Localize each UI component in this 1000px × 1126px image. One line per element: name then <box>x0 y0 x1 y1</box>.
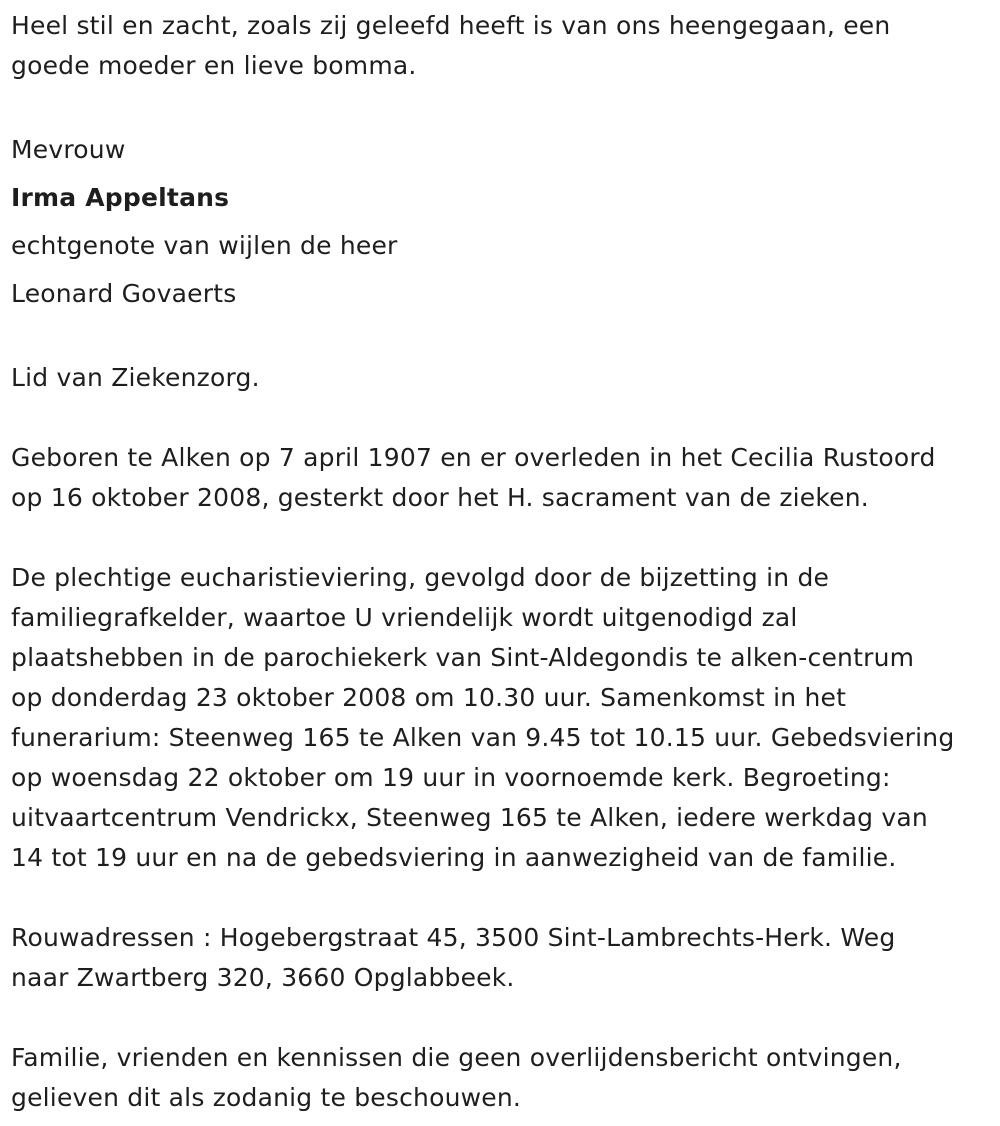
spacer <box>11 318 980 358</box>
spacer <box>11 398 980 438</box>
birth-death-paragraph: Geboren te Alken op 7 april 1907 en er overleden in het Cecilia Rustoord op 16 oktober 2008, gesterkt door het H. sacrament van de zieken. <box>11 443 936 512</box>
membership-paragraph: Lid van Ziekenzorg. <box>11 363 260 392</box>
spacer <box>11 86 980 126</box>
spacer <box>11 998 980 1038</box>
closing-paragraph: Familie, vrienden en kennissen die geen overlijdensbericht ontvingen, gelieven dit als zodanig te beschouwen. <box>11 1043 902 1112</box>
spacer <box>11 878 980 918</box>
ceremony-paragraph: De plechtige eucharistieviering, gevolgd door de bijzetting in de familiegrafkelder, waartoe U vriendelijk wordt uitgenodigd zal plaatshebben in de parochiekerk van Sint-Aldegondis te alken-centrum op donderdag 23 oktober 2008 om 10.30 uur. Samenkomst in het funerarium: Steenweg 165 te Alken van 9.45 tot 10.15 uur. Gebedsviering op woensdag 22 oktober om 19 uur in voornoemde kerk. Begroeting: uitvaartcentrum Vendrickx, Steenweg 165 te Alken, iedere werkdag van 14 tot 19 uur en na de gebedsviering in aanwezigheid van de familie. <box>11 563 955 872</box>
spacer <box>11 518 980 558</box>
addresses-paragraph: Rouwadressen : Hogebergstraat 45, 3500 Sint-Lambrechts-Herk. Weg naar Zwartberg 320, 3660 Opglabbeek. <box>11 923 896 992</box>
deceased-name: Irma Appeltans <box>11 183 230 212</box>
spouse-line: echtgenote van wijlen de heer <box>11 231 398 260</box>
spouse-name: Leonard Govaerts <box>11 279 237 308</box>
salutation: Mevrouw <box>11 135 126 164</box>
intro-paragraph: Heel stil en zacht, zoals zij geleefd heeft is van ons heengegaan, een goede moeder en lieve bomma. <box>11 11 891 80</box>
